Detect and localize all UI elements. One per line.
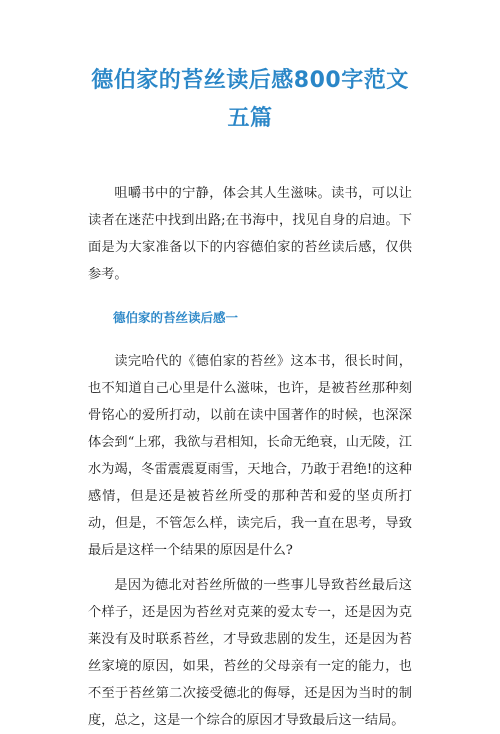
section-heading: 德伯家的苔丝读后感一 [113, 310, 239, 325]
intro-paragraph: 咀嚼书中的宁静，体会其人生滋味。读书，可以让读者在迷茫中找到出路;在书海中，找见自身的启迪。下面是为大家准备以下的内容德伯家的苔丝读后感，仅供参考。 [88, 186, 412, 282]
body-paragraph-2: 是因为德北对苔丝所做的一些事儿导致苔丝最后这个样子，还是因为苔丝对克莱的爱太专一，还是因为克莱没有及时联系苔丝，才导致悲剧的发生，还是因为苔丝家境的原因，如果，苔丝的父母亲有一定的能力，也不至于苔丝第二次接受德北的侮辱，还是因为当时的制度，总之，这是一个综合的原因才导致最后这一结局。 [88, 578, 412, 728]
body-paragraph-1: 读完哈代的《德伯家的苔丝》这本书，很长时间，也不知道自己心里是什么滋味，也许，是被苔丝那种刻骨铭心的爱所打动，以前在读中国著作的时候，也深深体会到“上邪，我欲与君相知，长命无绝衰，山无陵，江水为竭，冬雷震震夏雨雪，天地合，乃敢于君绝!的这种感情，但是还是被苔丝所受的那种苦和爱的坚贞所打动，但是，不管怎么样，读完后，我一直在思考，导致最后是这样一个结果的原因是什么? [88, 354, 412, 558]
document-title: 德伯家的苔丝读后感800字范文五篇 [91, 68, 409, 131]
